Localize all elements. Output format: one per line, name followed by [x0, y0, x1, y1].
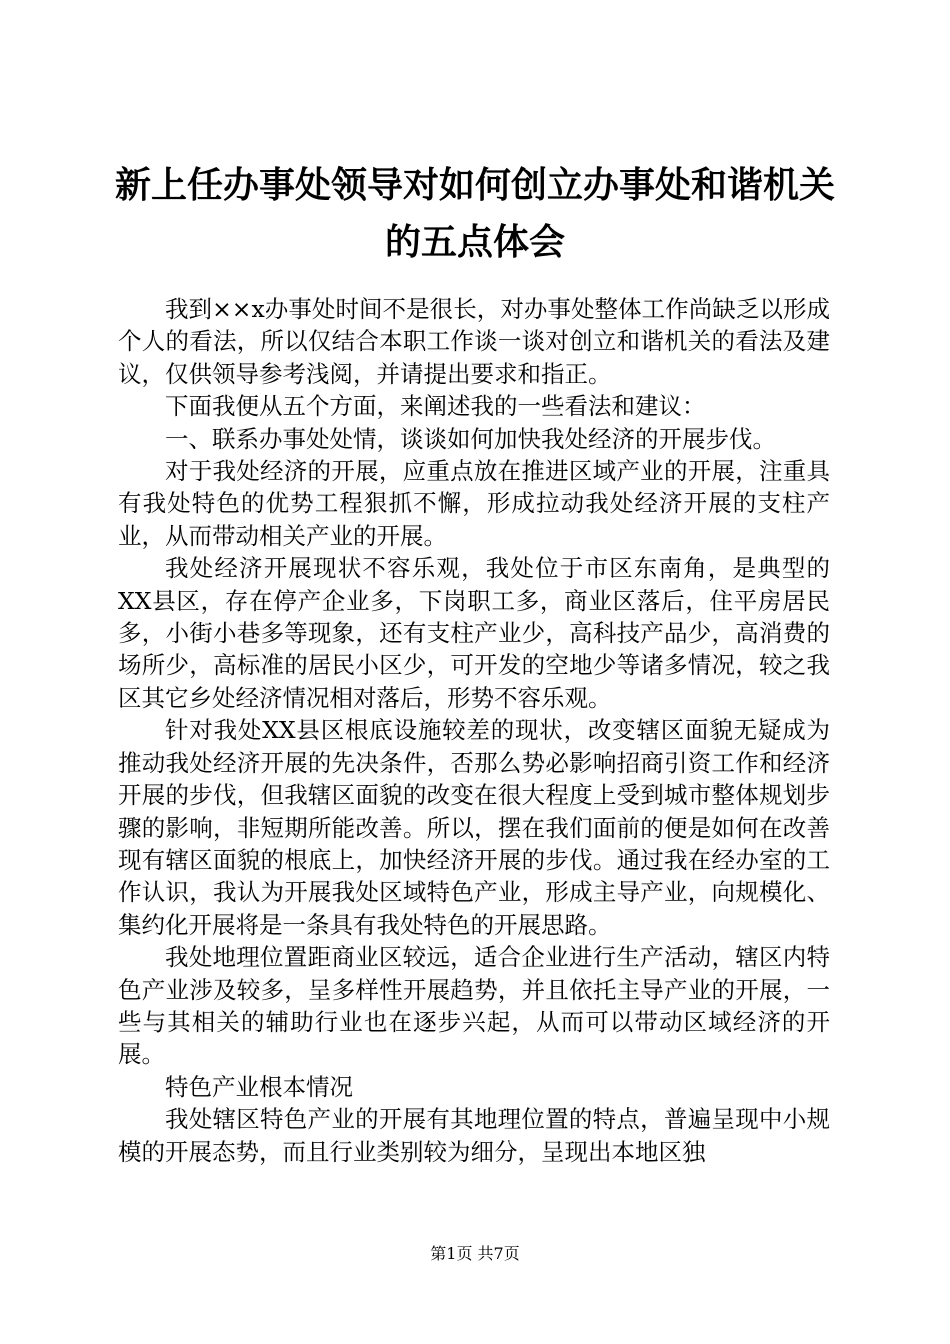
document-title-line-2: 的五点体会 [384, 221, 565, 263]
paragraph-outline: 下面我便从五个方面，来阐述我的一些看法和建议： [165, 392, 706, 421]
document-body [118, 293, 830, 1168]
paragraph-geography: 我处地理位置距商业区较远，适合企业进行生产活动，辖区内特色产业涉及较多，呈多样性开展趋势，并且依托主导产业的开展，一些与其相关的辅助行业也在逐步兴起，从而可以带动区域经济的开展。 [118, 943, 830, 1069]
paragraph-intro: 我到××x办事处时间不是很长，对办事处整体工作尚缺乏以形成个人的看法，所以仅结合本职工作谈一谈对创立和谐机关的看法及建议，仅供领导参考浅阅，并请提出要求和指正。 [118, 295, 830, 388]
paragraph-infrastructure: 针对我处XX县区根底设施较差的现状，改变辖区面貌无疑成为推动我处经济开展的先决条件，否那么势必影响招商引资工作和经济开展的步伐，但我辖区面貌的改变在很大程度上受到城市整体规划步骤的影响，非短期所能改善。所以，摆在我们面前的便是如何在改善现有辖区面貌的根底上，加快经济开展的步伐。通过我在经办室的工作认识，我认为开展我处区域特色产业，形成主导产业，向规模化、集约化开展将是一条具有我处特色的开展思路。 [118, 716, 830, 939]
paragraph-subheading-industry: 特色产业根本情况 [165, 1072, 353, 1101]
page-footer: 第1页 共7页 [430, 1244, 520, 1263]
paragraph-economy-focus: 对于我处经济的开展，应重点放在推进区域产业的开展，注重具有我处特色的优势工程狠抓不懈，形成拉动我处经济开展的支柱产业，从而带动相关产业的开展。 [118, 457, 830, 550]
paragraph-economy-status: 我处经济开展现状不容乐观，我处位于市区东南角，是典型的XX县区，存在停产企业多，下岗职工多，商业区落后，住平房居民多，小街小巷多等现象，还有支柱产业少，高科技产品少，高消费的场所少，高标准的居民小区少，可开发的空地少等诸多情况，较之我区其它乡处经济情况相对落后，形势不容乐观。 [118, 554, 830, 712]
document-title-line-1: 新上任办事处领导对如何创立办事处和谐机关 [114, 164, 835, 206]
paragraph-section-1-heading: 一、联系办事处处情，谈谈如何加快我处经济的开展步伐。 [165, 424, 776, 453]
paragraph-industry-detail: 我处辖区特色产业的开展有其地理位置的特点，普遍呈现中小规模的开展态势，而且行业类别较为细分，呈现出本地区独 [118, 1105, 830, 1166]
